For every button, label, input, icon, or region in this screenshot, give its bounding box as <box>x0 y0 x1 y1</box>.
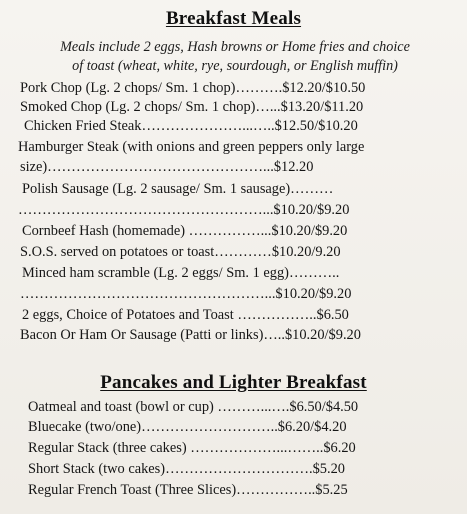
menu-item-oatmeal: Oatmeal and toast (bowl or cup) ………...….$6.50/$4.50 <box>28 399 359 415</box>
pancakes-title: Pancakes and Lighter Breakfast <box>100 372 367 393</box>
menu-item-polish-sausage-price-line: ……………………………………………...$10.20/$9.20 <box>18 202 350 218</box>
menu-item-minced-ham-scramble-price-line: ……………………………………………...$10.20/$9.20 <box>20 286 352 302</box>
menu-item-french-toast: Regular French Toast (Three Slices)……………..$5.25 <box>28 482 348 498</box>
menu-item-chicken-fried-steak: Chicken Fried Steak…………………...…..$12.50/$10.20 <box>24 118 358 134</box>
menu-item-minced-ham-scramble: Minced ham scramble (Lg. 2 eggs/ Sm. 1 egg)……….. <box>22 265 340 281</box>
menu-item-short-stack: Short Stack (two cakes)………………………….$5.20 <box>28 461 345 477</box>
menu-item-hamburger-steak-price-line: size)………………………………………...$12.20 <box>20 159 314 175</box>
breakfast-title: Breakfast Meals <box>165 8 302 29</box>
menu-item-bacon-ham-sausage: Bacon Or Ham Or Sausage (Patti or links)…..$10.20/$9.20 <box>20 327 361 343</box>
menu-item-smoked-chop: Smoked Chop (Lg. 2 chops/ Sm. 1 chop)…...$13.20/$11.20 <box>20 99 364 115</box>
menu-item-polish-sausage: Polish Sausage (Lg. 2 sausage/ Sm. 1 sausage)……… <box>22 181 334 197</box>
menu-item-hamburger-steak: Hamburger Steak (with onions and green peppers only large <box>18 139 365 155</box>
breakfast-intro-line-2: of toast (wheat, white, rye, sourdough, or English muffin) <box>72 58 398 74</box>
menu-item-regular-stack: Regular Stack (three cakes) ………………...……..$6.20 <box>28 440 356 456</box>
menu-item-two-eggs: 2 eggs, Choice of Potatoes and Toast ……………..$6.50 <box>22 307 349 323</box>
menu-item-sos: S.O.S. served on potatoes or toast…………$10.20/9.20 <box>20 244 341 260</box>
breakfast-intro-line-1: Meals include 2 eggs, Hash browns or Home fries and choice <box>60 39 410 55</box>
menu-item-bluecake: Bluecake (two/one)………………………..$6.20/$4.20 <box>28 419 347 435</box>
menu-item-pork-chop: Pork Chop (Lg. 2 chops/ Sm. 1 chop)……….$12.20/$10.50 <box>20 80 366 96</box>
menu-item-cornbeef-hash: Cornbeef Hash (homemade) ……………...$10.20/$9.20 <box>22 223 348 239</box>
